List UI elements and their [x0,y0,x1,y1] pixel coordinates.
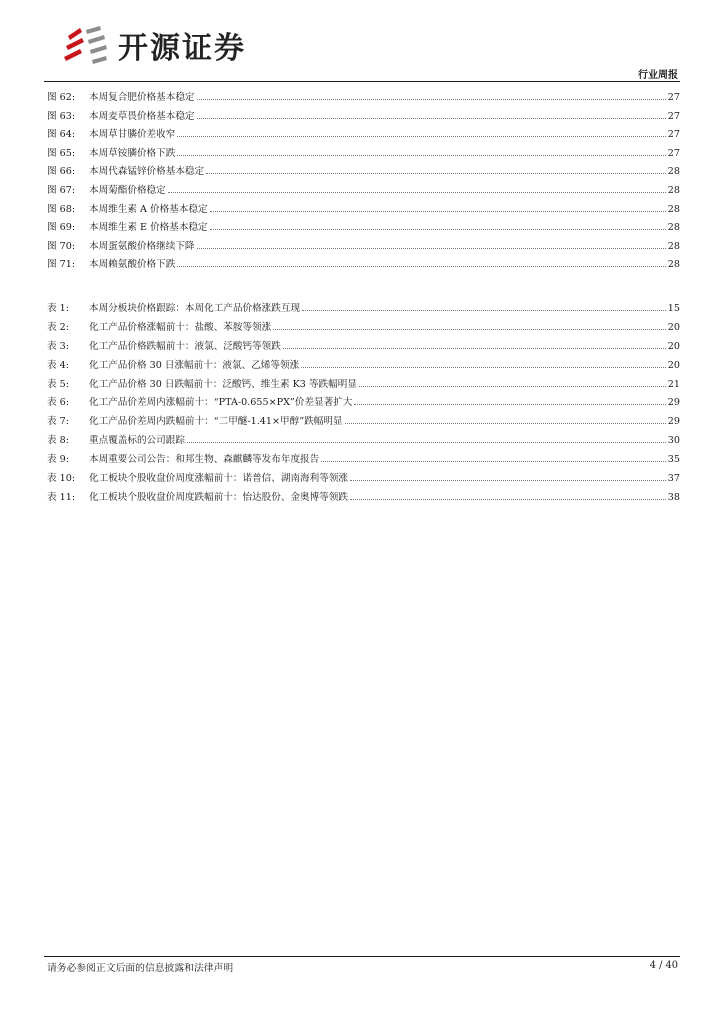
brand-name: 开源证券 [118,31,246,66]
toc-label: 图 68: [47,203,76,215]
toc-entry[interactable] [47,319,680,338]
toc-page: 20 [667,321,680,333]
toc-leader [177,154,665,156]
toc-title: 本周维生素 A 价格基本稳定 [89,203,208,215]
toc-title: 化工产品价格 30 日涨幅前十：液氯、乙烯等领涨 [89,359,300,371]
toc-label: 表 8: [47,435,69,447]
toc-title: 化工板块个股收盘价周度跌幅前十：怡达股份、金奥博等领跌 [89,491,349,503]
toc-title: 化工产品价差周内跌幅前十：“二甲醚-1.41×甲醇”跌幅明显 [89,416,343,428]
figure-index [47,89,680,275]
toc-leader [359,385,666,387]
toc-page: 28 [667,240,680,252]
toc-entry[interactable] [47,413,680,432]
toc-page: 21 [667,378,680,390]
toc-page: 27 [667,147,680,159]
toc-leader [206,172,666,174]
toc-leader [197,247,666,249]
toc-label: 表 5: [47,378,69,390]
toc-page: 28 [667,259,680,271]
toc-label: 图 70: [47,240,76,252]
toc-entry[interactable] [47,201,680,220]
logo-mark-icon [60,24,112,66]
toc-leader [350,498,666,500]
toc-title: 本周菊酯价格稳定 [89,184,166,196]
toc-leader [350,479,666,481]
toc-page: 28 [667,203,680,215]
toc-entry[interactable] [47,145,680,164]
toc-label: 图 66: [47,166,76,178]
toc-entry[interactable] [47,357,680,376]
toc-page: 20 [667,340,680,352]
toc-leader [321,460,666,462]
toc-entry[interactable] [47,219,680,238]
company-logo [60,22,246,68]
toc-title: 本周代森锰锌价格基本稳定 [89,166,205,178]
toc-page: 28 [667,184,680,196]
toc-title: 化工产品价格跌幅前十：液氯、泛酸钙等领跌 [89,340,281,352]
toc-entry[interactable] [47,432,680,451]
toc-label: 图 64: [47,129,76,141]
toc-label: 表 3: [47,340,69,352]
toc-entry[interactable] [47,451,680,470]
toc-page: 20 [667,359,680,371]
toc-entry[interactable] [47,163,680,182]
toc-title: 本周复合肥价格基本稳定 [89,92,195,103]
toc-leader [354,403,665,405]
toc-label: 图 65: [47,147,76,159]
toc-title: 本周维生素 E 价格基本稳定 [89,222,208,234]
toc-leader [197,98,666,100]
toc-page: 29 [667,397,680,409]
toc-title: 本周分板块价格跟踪：本周化工产品价格涨跌互现 [89,303,301,314]
toc-label: 表 7: [47,416,69,428]
toc-entry[interactable] [47,108,680,127]
toc-leader [302,309,666,311]
toc-page: 29 [667,416,680,428]
toc-page: 28 [667,166,680,178]
toc-entry[interactable] [47,256,680,275]
toc-entry[interactable] [47,182,680,201]
toc-leader [210,228,666,230]
toc-title: 本周草铵膦价格下跌 [89,147,176,159]
toc-label: 表 10: [47,473,76,485]
footer-disclaimer: 请务必参阅正文后面的信息披露和法律声明 [47,963,234,974]
toc-title: 本周重要公司公告：和邦生物、森麒麟等发布年度报告 [89,454,320,466]
toc-title: 化工产品价格涨幅前十：盐酸、苯胺等领涨 [89,321,272,333]
toc-title: 重点覆盖标的公司跟踪 [89,435,185,447]
toc-label: 表 1: [47,303,69,314]
page-number: 4 / 40 [649,960,678,971]
toc-entry[interactable] [47,126,680,145]
toc-page: 27 [667,92,680,103]
toc-page: 35 [667,454,680,466]
toc-title: 本周草甘膦价差收窄 [89,129,176,141]
toc-label: 图 69: [47,222,76,234]
toc-leader [301,366,666,368]
toc-entry[interactable] [47,338,680,357]
toc-leader [177,135,665,137]
header-divider [44,81,680,82]
toc-leader [197,117,666,119]
toc-title: 本周麦草畏价格基本稳定 [89,110,195,122]
toc-entry[interactable] [47,489,680,508]
toc-entry[interactable] [47,238,680,257]
toc-page: 30 [667,435,680,447]
toc-entry[interactable] [47,89,680,108]
toc-leader [273,328,666,330]
toc-entry[interactable] [47,470,680,489]
toc-leader [345,422,666,424]
toc-leader [210,210,666,212]
toc-label: 图 63: [47,110,76,122]
toc-entry[interactable] [47,394,680,413]
toc-entry[interactable] [47,300,680,319]
toc-title: 化工产品价差周内涨幅前十：“PTA-0.655×PX”价差显著扩大 [89,397,353,409]
toc-page: 15 [667,303,680,314]
toc-leader [187,441,666,443]
toc-label: 表 11: [47,491,76,503]
toc-leader [177,265,665,267]
toc-page: 37 [667,473,680,485]
toc-label: 表 9: [47,454,69,466]
toc-page: 28 [667,222,680,234]
toc-label: 表 6: [47,397,69,409]
toc-title: 本周蛋氨酸价格继续下降 [89,240,195,252]
document-type: 行业周报 [638,70,678,81]
table-index [47,300,680,508]
toc-page: 27 [667,129,680,141]
toc-entry[interactable] [47,376,680,395]
toc-label: 表 4: [47,359,69,371]
toc-leader [168,191,666,193]
toc-title: 化工产品价格 30 日跌幅前十：泛酸钙、维生素 K3 等跌幅明显 [89,378,357,390]
toc-page: 38 [667,491,680,503]
toc-label: 表 2: [47,321,69,333]
footer-divider [44,956,680,957]
toc-page: 27 [667,110,680,122]
toc-label: 图 67: [47,184,76,196]
toc-label: 图 62: [47,92,76,103]
toc-title: 化工板块个股收盘价周度涨幅前十：诺普信、湖南海利等领涨 [89,473,349,485]
toc-leader [283,347,666,349]
toc-label: 图 71: [47,259,76,271]
toc-title: 本周赖氨酸价格下跌 [89,259,176,271]
